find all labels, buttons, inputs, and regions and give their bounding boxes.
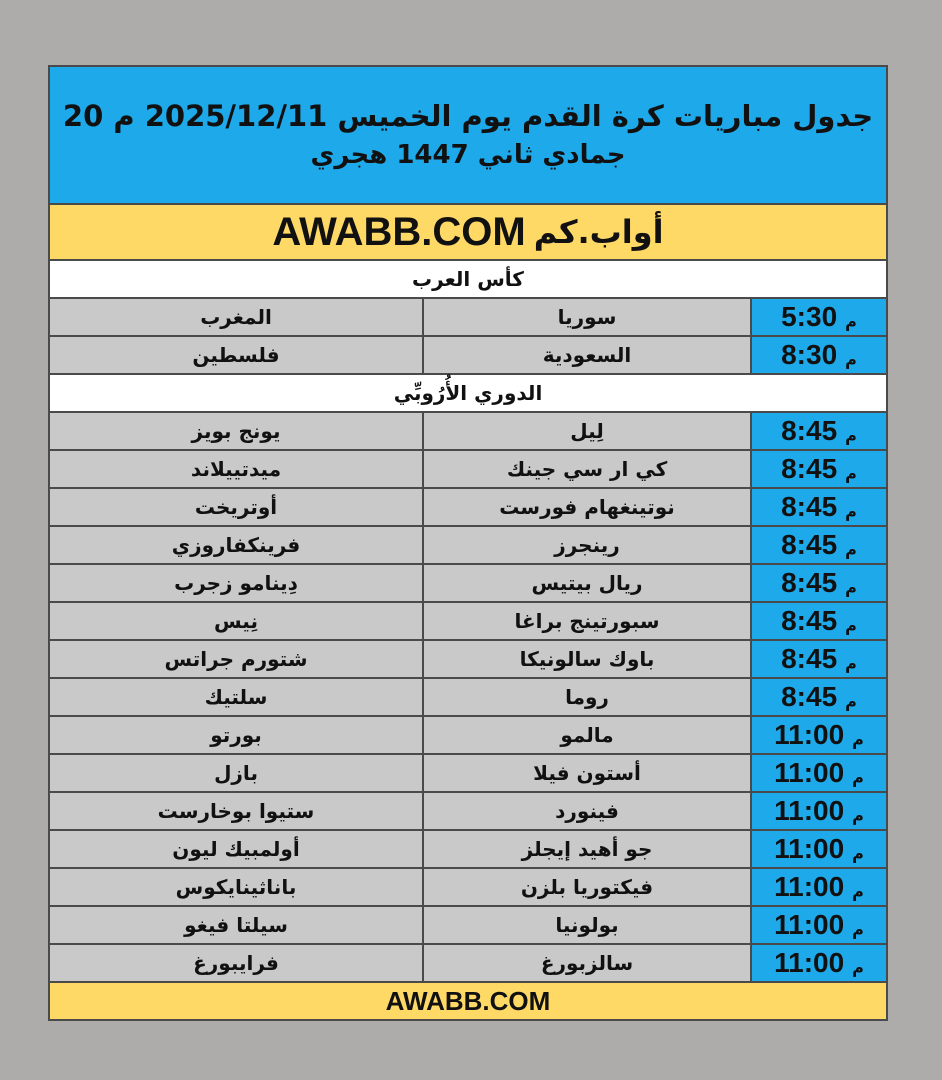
match-row <box>50 755 886 793</box>
away-team: دِينامو زجرب <box>50 565 424 601</box>
match-time-value: 8:45 <box>781 605 838 636</box>
match-time-value: 8:45 <box>781 453 838 484</box>
pm-label: م <box>845 349 857 369</box>
schedule-header <box>50 67 886 205</box>
pm-label: م <box>845 501 857 521</box>
pm-label: م <box>852 843 864 863</box>
away-team: سلتيك <box>50 679 424 715</box>
match-row <box>50 603 886 641</box>
match-time-value: 11:00 <box>774 871 845 902</box>
home-team: باوك سالونيكا <box>424 641 752 677</box>
brand-arabic: أواب.كم <box>533 213 664 251</box>
pm-label: م <box>852 729 864 749</box>
home-team: السعودية <box>424 337 752 373</box>
match-time-value: 11:00 <box>774 757 845 788</box>
match-time <box>752 337 886 373</box>
match-row <box>50 299 886 337</box>
home-team: رينجرز <box>424 527 752 563</box>
home-team: بولونيا <box>424 907 752 943</box>
match-time <box>752 641 886 677</box>
header-title-line2: جمادي ثاني 1447 هجري <box>310 140 626 170</box>
match-time <box>752 451 886 487</box>
away-team: أولمبيك ليون <box>50 831 424 867</box>
away-team: أوتريخت <box>50 489 424 525</box>
match-time-value: 11:00 <box>774 833 845 864</box>
match-time-value: 8:45 <box>781 529 838 560</box>
competition-title: كأس العرب <box>50 261 886 299</box>
match-time <box>752 945 886 981</box>
match-time <box>752 869 886 905</box>
match-time-value: 8:45 <box>781 415 838 446</box>
match-time-value: 11:00 <box>774 719 845 750</box>
away-team: فرينكفاروزي <box>50 527 424 563</box>
home-team: سبورتينج براغا <box>424 603 752 639</box>
home-team: سوريا <box>424 299 752 335</box>
match-time-value: 8:30 <box>781 339 838 370</box>
pm-label: م <box>852 767 864 787</box>
match-time <box>752 755 886 791</box>
pm-label: م <box>852 957 864 977</box>
schedule-table <box>48 65 888 1021</box>
home-team: جو أهيد إيجلز <box>424 831 752 867</box>
match-row <box>50 831 886 869</box>
match-time <box>752 413 886 449</box>
pm-label: م <box>845 691 857 711</box>
match-row <box>50 679 886 717</box>
header-title-line1: جدول مباريات كرة القدم يوم الخميس 2025/12/11 م 20 <box>62 99 874 133</box>
home-team: كي ار سي جينك <box>424 451 752 487</box>
match-row <box>50 413 886 451</box>
pm-label: م <box>845 311 857 331</box>
away-team: باناثينايكوس <box>50 869 424 905</box>
pm-label: م <box>845 539 857 559</box>
match-row <box>50 451 886 489</box>
pm-label: م <box>845 463 857 483</box>
home-team: لِيل <box>424 413 752 449</box>
away-team: شتورم جراتس <box>50 641 424 677</box>
match-row <box>50 641 886 679</box>
away-team: نِيس <box>50 603 424 639</box>
home-team: روما <box>424 679 752 715</box>
pm-label: م <box>852 805 864 825</box>
away-team: ميدتييلاند <box>50 451 424 487</box>
home-team: أستون فيلا <box>424 755 752 791</box>
footer-brand: AWABB.COM <box>50 983 886 1019</box>
match-time <box>752 565 886 601</box>
competition-title: الدوري الأُرُوبِّي <box>50 375 886 413</box>
match-time-value: 8:45 <box>781 681 838 712</box>
pm-label: م <box>852 881 864 901</box>
match-time <box>752 907 886 943</box>
match-time <box>752 793 886 829</box>
match-time <box>752 299 886 335</box>
match-row <box>50 565 886 603</box>
pm-label: م <box>845 615 857 635</box>
match-row <box>50 717 886 755</box>
match-time-value: 8:45 <box>781 567 838 598</box>
match-time <box>752 489 886 525</box>
away-team: بازل <box>50 755 424 791</box>
home-team: سالزبورغ <box>424 945 752 981</box>
away-team: يونج بويز <box>50 413 424 449</box>
match-row <box>50 337 886 375</box>
home-team: نوتينغهام فورست <box>424 489 752 525</box>
brand-english: AWABB.COM <box>272 209 526 254</box>
match-time-value: 8:45 <box>781 491 838 522</box>
pm-label: م <box>845 425 857 445</box>
pm-label: م <box>845 577 857 597</box>
away-team: ستيوا بوخارست <box>50 793 424 829</box>
match-row <box>50 945 886 983</box>
match-time <box>752 679 886 715</box>
match-time-value: 11:00 <box>774 795 845 826</box>
match-row <box>50 489 886 527</box>
match-row <box>50 907 886 945</box>
away-team: بورتو <box>50 717 424 753</box>
home-team: فينورد <box>424 793 752 829</box>
pm-label: م <box>852 919 864 939</box>
away-team: فلسطين <box>50 337 424 373</box>
away-team: المغرب <box>50 299 424 335</box>
away-team: سيلتا فيغو <box>50 907 424 943</box>
match-time <box>752 831 886 867</box>
match-time-value: 11:00 <box>774 909 845 940</box>
pm-label: م <box>845 653 857 673</box>
match-row <box>50 793 886 831</box>
away-team: فرايبورغ <box>50 945 424 981</box>
match-time-value: 11:00 <box>774 947 845 978</box>
match-time <box>752 717 886 753</box>
brand-banner <box>50 205 886 261</box>
match-row <box>50 869 886 907</box>
home-team: مالمو <box>424 717 752 753</box>
match-time-value: 5:30 <box>781 301 838 332</box>
home-team: فيكتوريا بلزن <box>424 869 752 905</box>
match-time-value: 8:45 <box>781 643 838 674</box>
match-row <box>50 527 886 565</box>
match-time <box>752 603 886 639</box>
match-time <box>752 527 886 563</box>
matches-body <box>50 261 886 983</box>
home-team: ريال بيتيس <box>424 565 752 601</box>
